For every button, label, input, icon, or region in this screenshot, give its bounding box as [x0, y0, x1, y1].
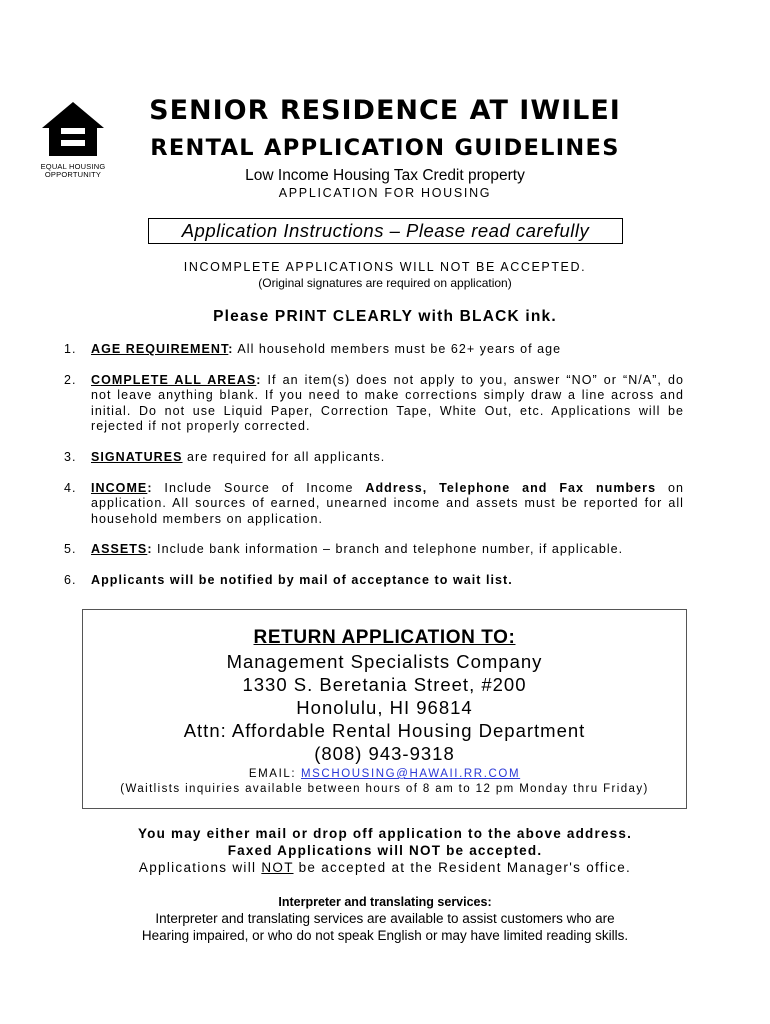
item-bold-text: Address, Telephone and Fax numbers: [365, 480, 657, 495]
notice-text-b: be accepted at the Resident Manager's office.: [293, 860, 632, 875]
item-number: 4.: [64, 480, 77, 495]
return-attn: Attn: Affordable Rental Housing Department: [183, 720, 586, 741]
logo-caption-1: EQUAL HOUSING: [40, 162, 106, 171]
return-email-row: [83, 767, 686, 782]
item-number: 2.: [64, 372, 77, 387]
item-sep: :: [147, 542, 153, 557]
list-item: [64, 573, 684, 589]
item-text: Applicants will be notified by mail of acceptance to wait list.: [91, 572, 513, 587]
interpreter-heading: Interpreter and translating services:: [278, 895, 492, 909]
list-item: [64, 342, 684, 358]
return-phone: (808) 943-9318: [314, 743, 455, 764]
return-title: RETURN APPLICATION TO:: [253, 627, 516, 648]
list-item: [64, 481, 684, 528]
waitlist-note: (Waitlists inquiries available between hours of 8 am to 12 pm Monday thru Friday): [120, 783, 649, 795]
document-subtitle: RENTAL APPLICATION GUIDELINES: [150, 135, 620, 161]
item-text: Include bank information – branch and telephone number, if applicable.: [152, 542, 624, 557]
incomplete-notice: INCOMPLETE APPLICATIONS WILL NOT BE ACCEPTED.: [183, 260, 587, 274]
list-item: [64, 373, 684, 435]
fax-notice: Faxed Applications will NOT be accepted.: [227, 843, 543, 858]
instruction-list: [64, 342, 684, 604]
return-street: 1330 S. Beretania Street, #200: [242, 674, 527, 695]
mail-notice: You may either mail or drop off application to the above address.: [137, 826, 633, 841]
document-title: SENIOR RESIDENCE AT IWILEI: [149, 95, 621, 126]
interpreter-line-2: Hearing impaired, or who do not speak English or may have limited reading skills.: [141, 928, 629, 943]
email-label: EMAIL:: [248, 768, 301, 780]
list-item: [64, 450, 684, 466]
item-text: All household members must be 62+ years of age: [233, 342, 562, 356]
logo-caption-2: OPPORTUNITY: [44, 170, 102, 179]
item-keyword: INCOME: [91, 480, 148, 495]
item-keyword: AGE REQUIREMENT: [91, 342, 229, 356]
notice-text-a: Applications will: [138, 860, 262, 875]
item-number: 1.: [64, 342, 77, 356]
item-number: 5.: [64, 542, 77, 557]
return-company: Management Specialists Company: [226, 651, 543, 672]
program-name: Low Income Housing Tax Credit property: [245, 167, 525, 184]
interpreter-line-1: Interpreter and translating services are available to assist customers who are: [155, 911, 615, 926]
signature-note: (Original signatures are required on application): [258, 276, 512, 290]
list-item: [64, 542, 684, 558]
item-sep: :: [256, 372, 262, 387]
item-number: 3.: [64, 449, 77, 464]
item-sep: :: [228, 342, 234, 356]
item-number: 6.: [64, 572, 77, 587]
print-notice: Please PRINT CLEARLY with BLACK ink.: [213, 308, 557, 325]
form-name: APPLICATION FOR HOUSING: [278, 186, 492, 200]
item-text: are required for all applicants.: [182, 449, 386, 464]
notice-not: NOT: [261, 860, 294, 875]
item-text-b: on application. All sources of earned, unearned income and assets must be reported for all household members on application.: [91, 480, 684, 526]
return-address-box: [82, 609, 687, 809]
instructions-title-box: Application Instructions – Please read carefully: [148, 218, 623, 244]
return-city: Honolulu, HI 96814: [296, 697, 473, 718]
item-text: If an item(s) does not apply to you, answer “NO” or “N/A”, do not leave anything blank. If you need to make corrections simply draw a line across and initial. Do not use Liquid Paper, Correction Tape, White Out, etc. Applications will be rejected if not properly corrected.: [91, 372, 684, 434]
item-keyword: SIGNATURES: [91, 449, 183, 464]
item-sep: :: [147, 480, 153, 495]
email-link[interactable]: MSCHOUSING@HAWAII.RR.COM: [300, 768, 521, 780]
item-keyword: COMPLETE ALL AREAS: [91, 372, 257, 387]
item-keyword: ASSETS: [91, 542, 148, 557]
item-text: Include Source of Income: [152, 480, 366, 495]
resident-manager-notice: [0, 860, 770, 875]
